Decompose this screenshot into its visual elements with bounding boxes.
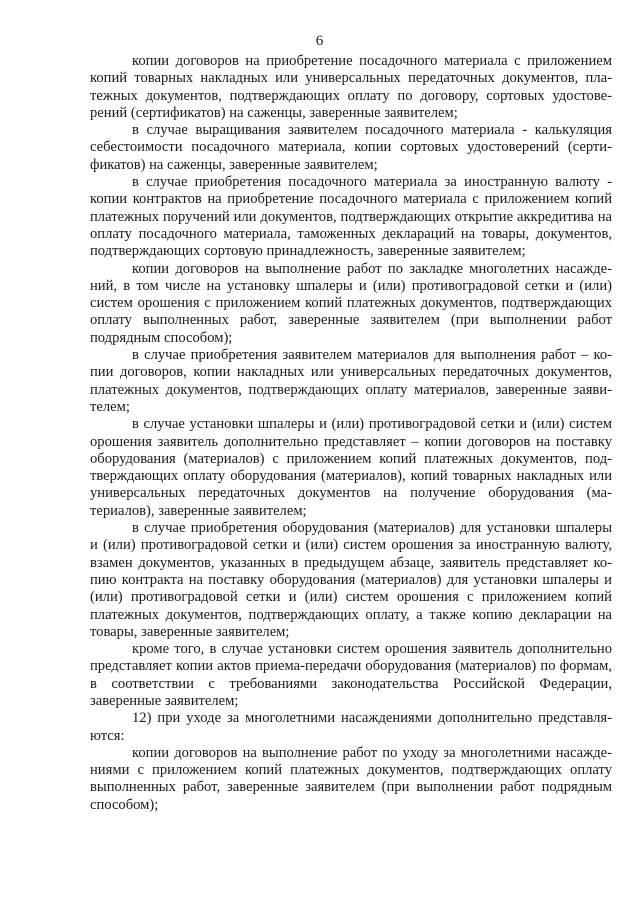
paragraph-2: в случае выращивания заявителем посадочного материала - калькуляция себестоимости посадочного материала, копии сортовых удостоверений (сертификатов) на саженцы, заверенные заявителем; — [90, 122, 612, 173]
paragraph-9: 12) при уходе за многолетними насаждениями дополнительно представляются: — [90, 710, 612, 744]
paragraph-7: в случае приобретения оборудования (материалов) для установки шпалеры и (или) противоградовой сетки и (или) систем орошения за иностранную валюту, взамен документов, указанных в предыдущем абзаце, заявитель представляет копию контракта на поставку оборудования (материалов) для установки шпалеры и (или) противоградовой сетки и (или) систем орошения с приложением копий платежных документов, подтверждающих оплату, а также копию декларации на товары, заверенные заявителем; — [90, 520, 612, 640]
paragraph-6: в случае установки шпалеры и (или) противоградовой сетки и (или) систем орошения заявитель дополнительно представляет – копии договоров на поставку оборудования (материалов) с приложением копий платежных документов, подтверждающих оплату оборудования (материалов), копий товарных накладных или универсальных передаточных документов на получение оборудования (материалов), заверенные заявителем; — [90, 416, 612, 519]
paragraph-4: копии договоров на выполнение работ по закладке многолетних насаждений, в том числе на установку шпалеры и (или) противоградовой сетки и (или) систем орошения с приложением копий платежных документов, подтверждающих оплату выполненных работ, заверенные заявителем (при выполнении работ подрядным способом); — [90, 260, 612, 346]
paragraph-5: в случае приобретения заявителем материалов для выполнения работ – копии договоров, копии накладных или универсальных передаточных документов, платежных документов, подтверждающих оплату материалов, заверенные заявителем; — [90, 347, 612, 415]
paragraph-10: копии договоров на выполнение работ по уходу за многолетними насаждениями с приложением копий платежных документов, подтверждающих оплату выполненных работ, заверенные заявителем (при выполнении работ подрядным способом); — [90, 744, 612, 813]
page-number: 6 — [315, 33, 324, 49]
paragraph-3: в случае приобретения посадочного материала за иностранную валюту - копии контрактов на приобретение посадочного материала с приложением копий платежных поручений или документов, подтверждающих открытие аккредитива на оплату посадочного материала, таможенных деклараций на товары, документов, подтверждающих сортовую принадлежность, заверенные заявителем; — [90, 174, 612, 260]
paragraph-8: кроме того, в случае установки систем орошения заявитель дополнительно представляет копии актов приема-передачи оборудования (материалов) по формам, в соответствии с требованиями законодательства Российской Федерации, заверенные заявителем; — [90, 641, 612, 709]
paragraph-1: копии договоров на приобретение посадочного материала с приложением копий товарных накладных или универсальных передаточных документов, платежных документов, подтверждающих оплату по договору, сортовых удостоверений (сертификатов) на саженцы, заверенные заявителем; — [90, 53, 612, 121]
body-text — [90, 53, 612, 814]
